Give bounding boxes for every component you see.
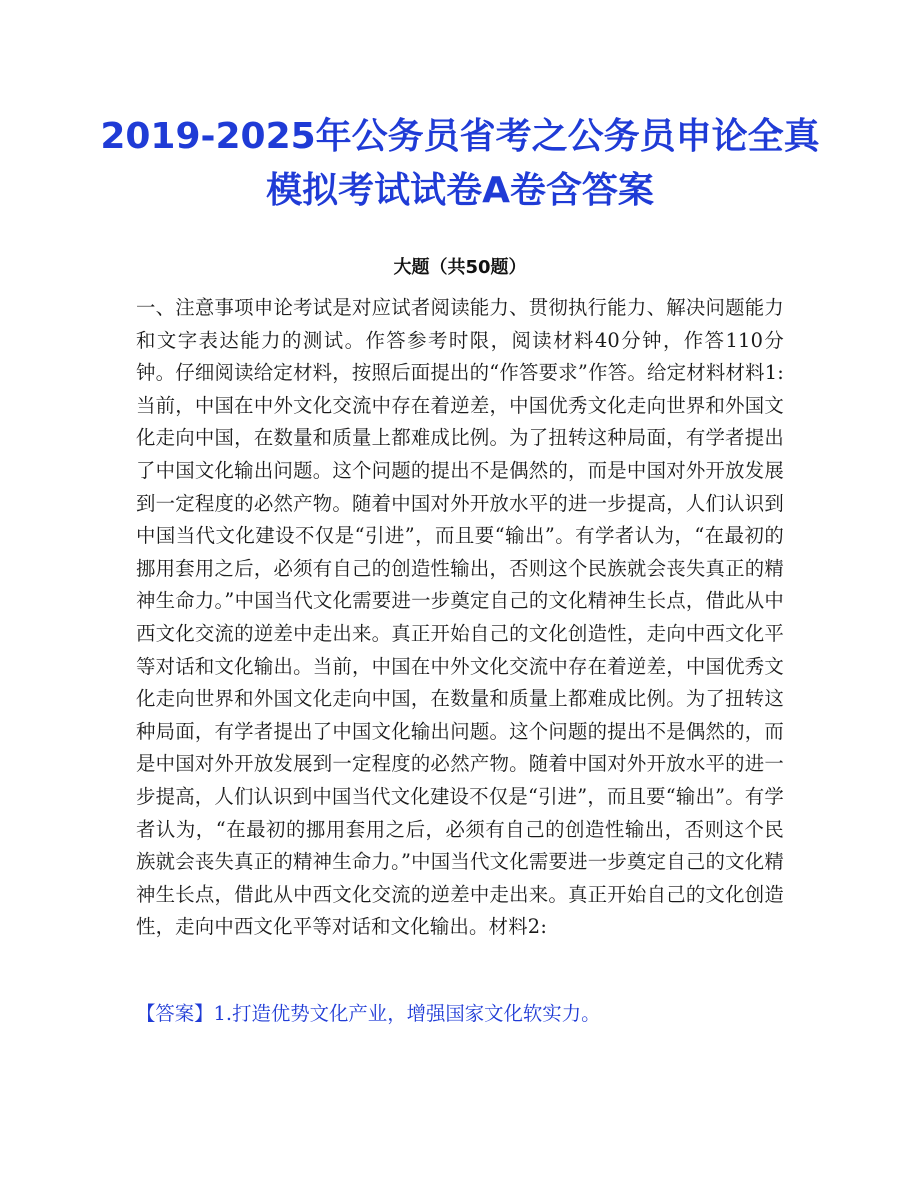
section-heading: 大题（共50题）: [393, 257, 527, 278]
document-title: 2019-2025年公务员省考之公务员申论全真模拟考试试卷A卷含答案: [100, 116, 820, 211]
answer-text: 【答案】1.打造优势文化产业，增强国家文化软实力。: [136, 1002, 601, 1025]
question-text: 一、注意事项申论考试是对应试者阅读能力、贯彻执行能力、解决问题能力和文字表达能力的测试。作答参考时限，阅读材料40分钟，作答110分钟。仔细阅读给定材料，按照后面提出的“作答要求”作答。给定材料材料1:当前，中国在中外文化交流中存在着逆差，中国优秀文化走向世界和外国文化走向中国，在数量和质量上都难成比例。为了扭转这种局面，有学者提出了中国文化输出问题。这个问题的提出不是偶然的，而是中国对外开放发展到一定程度的必然产物。随着中国对外开放水平的进一步提高，人们认识到中国当代文化建设不仅是“引进”，而且要“输出”。有学者认为，“在最初的挪用套用之后，必须有自己的创造性输出，否则这个民族就会丧失真正的精神生命力。”中国当代文化需要进一步奠定自己的文化精神生长点，借此从中西文化交流的逆差中走出来。真正开始自己的文化创造性，走向中西文化平等对话和文化输出。当前，中国在中外文化交流中存在着逆差，中国优秀文化走向世界和外国文化走向中国，在数量和质量上都难成比例。为了扭转这种局面，有学者提出了中国文化输出问题。这个问题的提出不是偶然的，而是中国对外开放发展到一定程度的必然产物。随着中国对外开放水平的进一步提高，人们认识到中国当代文化建设不仅是“引进”，而且要“输出”。有学者认为，“在最初的挪用套用之后，必须有自己的创造性输出，否则这个民族就会丧失真正的精神生命力。”中国当代文化需要进一步奠定自己的文化精神生长点，借此从中西文化交流的逆差中走出来。真正开始自己的文化创造性，走向中西文化平等对话和文化输出。材料2:: [136, 296, 784, 939]
